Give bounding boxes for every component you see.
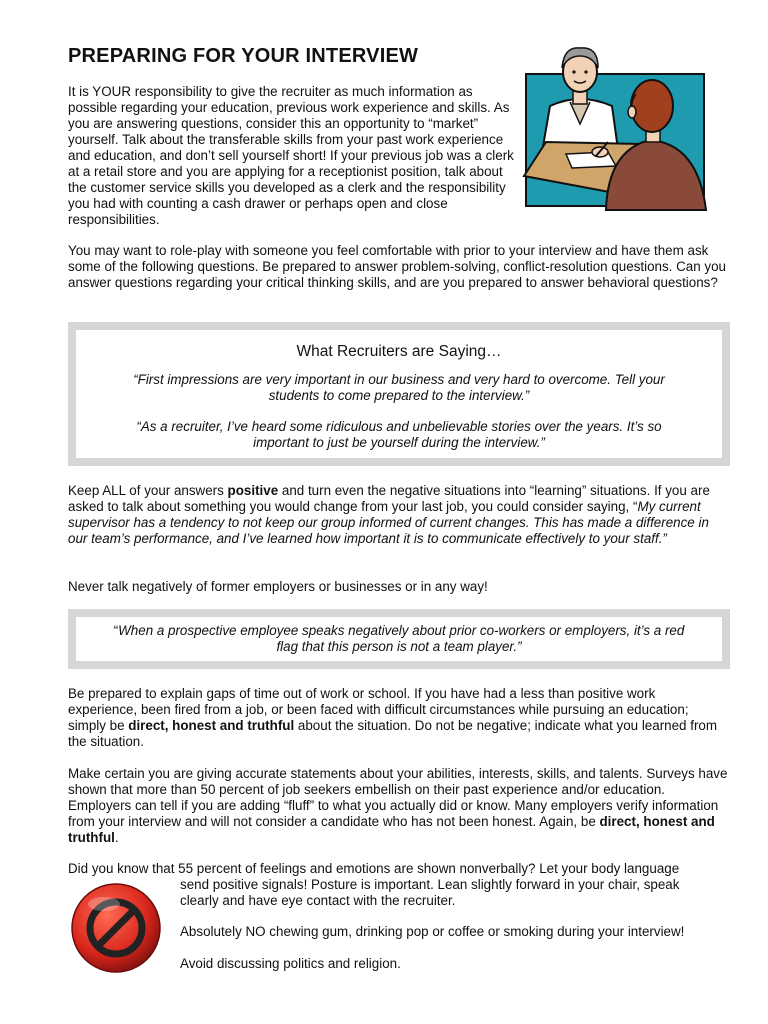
p6-text-c: about the situation. Do not be negative; indicate what you learned from the situation.: [68, 718, 718, 749]
avoid-politics-paragraph: Avoid discussing politics and religion.: [180, 956, 401, 971]
nonverbal-paragraph-line1: Did you know that 55 percent of feelings and emotions are shown nonverbally? Let your body language: [68, 861, 680, 876]
p7-text-a: Make certain you are giving accurate statements about your abilities, interests, skills, and talents. Surveys have shown that more than 50 percent of job seekers embellish on their past experience and/or education. Employers can tell if you are adding “fluff” to what you actually did or know. Many employers verify information from your interview and will not consider a candidate who has not been honest. Again, be: [68, 766, 728, 829]
p4-bold-positive: positive: [227, 483, 279, 498]
red-flag-quote: [106, 623, 692, 655]
p6-bold: direct, honest and truthful: [128, 718, 295, 733]
positive-answers-paragraph: [68, 483, 728, 547]
recruiter-quote-1: “First impressions are very important in our business and very hard to overcome. Tell your students to come prepared to the interview.”: [133, 372, 665, 403]
roleplay-paragraph: You may want to role-play with someone you feel comfortable with prior to your interview and have them ask some of the following questions. Be prepared to answer problem-solving, conflict-resolution questions. Can you answer questions regarding your critical thinking skills, and are you prepared to answer behavioral questions?: [68, 243, 726, 290]
no-gum-paragraph: Absolutely NO chewing gum, drinking pop or coffee or smoking during your interview!: [180, 924, 685, 939]
recruiters-box: [68, 322, 730, 466]
intro-paragraph: It is YOUR responsibility to give the recruiter as much information as possible regarding your education, previous work experience and skills. As you are answering questions, consider this an opportunity to “market” yourself. Talk about the transferable skills from your past work experience and education, and don’t sell yourself short! If your previous job was a clerk at a retail store and you are applying for a receptionist position, talk about the customer service skills you developed as a clerk and the responsibility you had with counting a cash drawer or perhaps open and close responsibilities.: [68, 84, 514, 227]
p7-text-c: .: [114, 830, 119, 845]
never-negative-paragraph: Never talk negatively of former employers or businesses or in any way!: [68, 579, 488, 594]
p4-text-a: Keep ALL of your answers: [68, 483, 228, 498]
recruiters-box-title: What Recruiters are Saying…: [296, 343, 502, 360]
p7-bold: direct, honest and truthful: [68, 814, 715, 845]
interview-illustration: [520, 44, 710, 212]
accuracy-paragraph: [68, 766, 728, 846]
recruiters-box-inner: [76, 330, 722, 458]
red-flag-quote-text: When a prospective employee speaks negatively about prior co-workers or employers, it’s a red flag that this person is not a team player.”: [118, 623, 685, 654]
gaps-paragraph: [68, 686, 728, 750]
red-flag-open-quote: “: [113, 623, 119, 638]
recruiter-quote-2: “As a recruiter, I’ve heard some ridiculous and unbelievable stories over the years. It’s so important to just be yourself during the interview.”: [136, 419, 662, 450]
red-flag-box-inner: [76, 617, 722, 661]
no-sign-icon: [70, 882, 162, 974]
red-flag-box: [68, 609, 730, 669]
page-title: PREPARING FOR YOUR INTERVIEW: [68, 45, 419, 67]
p6-text-a: Be prepared to explain gaps of time out of work or school. If you have had a less than positive work experience, been fired from a job, or been faced with difficult circumstances while pursuing an education; simply be: [68, 686, 689, 733]
nonverbal-paragraph-cont: send positive signals! Posture is important. Lean slightly forward in your chair, speak clearly and have eye contact with the recruiter.: [180, 877, 680, 908]
p4-text-c: and turn even the negative situations into “learning” situations. If you are asked to talk about something you would change from your last job, you could consider saying, “: [68, 483, 710, 514]
p4-italic-example: My current supervisor has a tendency to not keep our group informed of current changes. This has made a difference in our team’s performance, and I’ve learned how important it is to communicate effectively to your staff.”: [68, 499, 709, 546]
